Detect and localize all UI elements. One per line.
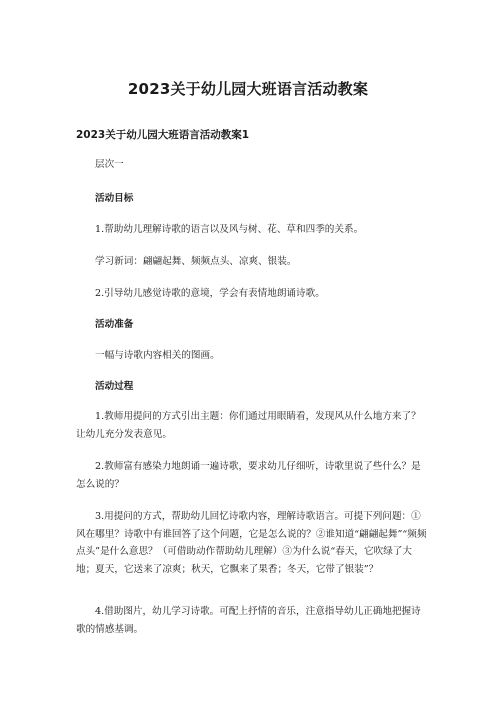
step-4-paragraph: 4.借助图片，幼儿学习诗歌。可配上抒情的音乐，注意指导幼儿正确地把握诗歌的情感基调。 xyxy=(76,606,421,635)
goal-1-paragraph: 1.帮助幼儿理解诗歌的语言以及风与树、花、草和四季的关系。 xyxy=(95,224,364,235)
step-2-paragraph: 2.教师富有感染力地朗诵一遍诗歌，要求幼儿仔细听，诗歌里说了些什么？是怎么说的？ xyxy=(76,461,421,490)
section-heading: 2023关于幼儿园大班语言活动教案1 xyxy=(76,129,250,141)
process-heading: 活动过程 xyxy=(95,381,134,392)
goal-heading: 活动目标 xyxy=(95,193,134,204)
level-label: 层次一 xyxy=(95,159,124,170)
prep-heading: 活动准备 xyxy=(95,319,134,330)
prep-paragraph: 一幅与诗歌内容相关的图画。 xyxy=(95,350,220,361)
step-3-paragraph: 3.用提问的方式，帮助幼儿回忆诗歌内容，理解诗歌语言。可提下列问题：①风在哪里？诗歌中有谁回答了这个问题，它是怎么说的？②谁知道“翩翩起舞”“频频点头”是什么意思？（可借助动作帮助幼儿理解）③为什么说“春天，它吹绿了大地；夏天，它送来了凉爽；秋天，它飘来了果香；冬天，它带了银装”？ xyxy=(76,511,427,575)
document-title: 2023关于幼儿园大班语言活动教案 xyxy=(127,80,369,98)
step-1-paragraph: 1.教师用提问的方式引出主题：你们通过用眼睛看，发现风从什么地方来了？让幼儿充分发表意见。 xyxy=(76,411,421,440)
new-words-paragraph: 学习新词：翩翩起舞、频频点头、凉爽、银装。 xyxy=(95,256,297,267)
goal-2-paragraph: 2.引导幼儿感觉诗歌的意境，学会有表情地朗诵诗歌。 xyxy=(95,288,325,299)
